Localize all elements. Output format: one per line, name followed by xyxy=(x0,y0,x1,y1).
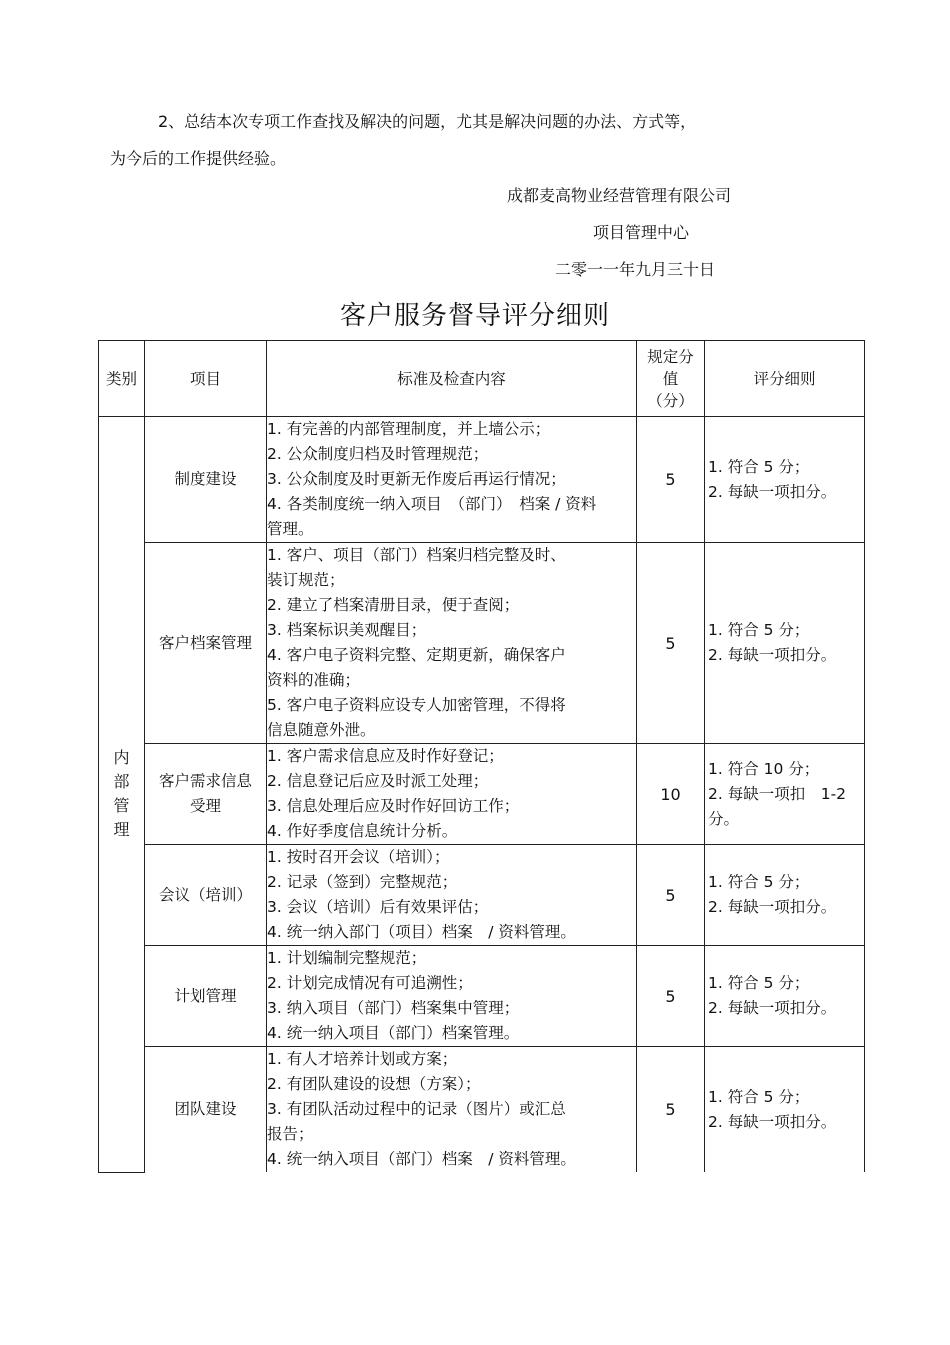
content-cell xyxy=(267,946,637,1047)
content-line: 资料的准确； xyxy=(267,671,361,689)
intro-paragraph-line2: 为今后的工作提供经验。 xyxy=(110,149,287,168)
header-score-line2: 值 xyxy=(662,369,679,388)
rule-line: 1. 符合 5 分； xyxy=(708,457,810,476)
content-line: 3. 有团队活动过程中的记录（图片）或汇总 xyxy=(267,1100,566,1118)
score-cell: 5 xyxy=(637,845,705,946)
content-line: 3. 会议（培训）后有效果评估； xyxy=(267,898,489,916)
content-line: 2. 记录（签到）完整规范； xyxy=(267,873,458,891)
content-line: 2. 公众制度归档及时管理规范； xyxy=(267,445,489,463)
signature-department: 项目管理中心 xyxy=(593,223,690,242)
header-item: 项目 xyxy=(145,341,267,417)
content-line: 管理。 xyxy=(267,520,314,538)
score-cell: 10 xyxy=(637,744,705,845)
score-cell: 5 xyxy=(637,417,705,543)
header-score-line3: （分） xyxy=(647,391,694,410)
content-line: 3. 公众制度及时更新无作废后再运行情况； xyxy=(267,470,566,488)
table-row xyxy=(99,417,865,543)
score-cell: 5 xyxy=(637,1047,705,1173)
rule-line: 分。 xyxy=(708,809,740,828)
content-cell xyxy=(267,1047,637,1173)
category-cell xyxy=(99,417,145,1173)
content-line: 4. 客户电子资料完整、定期更新，确保客户 xyxy=(267,646,566,664)
rule-cell xyxy=(705,543,865,744)
item-cell: 会议（培训） xyxy=(145,845,267,946)
content-line: 信息随意外泄。 xyxy=(267,721,376,739)
content-line: 3. 档案标识美观醒目； xyxy=(267,621,427,639)
header-category: 类别 xyxy=(99,341,145,417)
item-cell: 团队建设 xyxy=(145,1047,267,1173)
item-cell: 计划管理 xyxy=(145,946,267,1047)
content-cell xyxy=(267,845,637,946)
content-line: 3. 纳入项目（部门）档案集中管理； xyxy=(267,999,520,1017)
item-cell: 客户档案管理 xyxy=(145,543,267,744)
content-cell xyxy=(267,417,637,543)
content-cell xyxy=(267,543,637,744)
rule-line: 2. 每缺一项扣分。 xyxy=(708,482,837,501)
item-cell: 制度建设 xyxy=(145,417,267,543)
score-cell: 5 xyxy=(637,946,705,1047)
rule-cell xyxy=(705,946,865,1047)
rule-line: 1. 符合 5 分； xyxy=(708,621,810,639)
category-label: 内部管理 xyxy=(113,748,130,840)
intro-paragraph-line1: 2、总结本次专项工作查找及解决的问题，尤其是解决问题的办法、方式等， xyxy=(158,112,697,131)
content-line: 1. 计划编制完整规范； xyxy=(267,949,427,967)
content-line: 4. 统一纳入部门（项目）档案 / 资料管理。 xyxy=(267,923,576,941)
table-header-row xyxy=(99,341,865,417)
table-row xyxy=(99,845,865,946)
rule-line: 1. 符合 5 分； xyxy=(708,974,810,992)
content-line: 1. 有人才培养计划或方案； xyxy=(267,1050,458,1068)
rule-line: 2. 每缺一项扣分。 xyxy=(708,646,837,664)
table-row xyxy=(99,946,865,1047)
table-title: 客户服务督导评分细则 xyxy=(339,301,610,331)
rule-cell xyxy=(705,744,865,845)
rule-line: 2. 每缺一项扣分。 xyxy=(708,1112,837,1131)
rule-cell xyxy=(705,417,865,543)
score-cell: 5 xyxy=(637,543,705,744)
table-row xyxy=(99,744,865,845)
header-standard: 标准及检查内容 xyxy=(267,341,637,417)
item-line: 受理 xyxy=(189,797,221,815)
content-line: 报告； xyxy=(267,1125,314,1143)
rule-cell xyxy=(705,1047,865,1173)
content-line: 3. 信息处理后应及时作好回访工作； xyxy=(267,797,520,815)
rule-line: 2. 每缺一项扣分。 xyxy=(708,999,837,1017)
content-line: 装订规范； xyxy=(267,571,345,589)
scoring-table xyxy=(98,340,865,1173)
content-line: 4. 作好季度信息统计分析。 xyxy=(267,822,458,840)
content-line: 1. 有完善的内部管理制度，并上墙公示； xyxy=(267,420,551,438)
rule-line: 1. 符合 10 分； xyxy=(708,759,820,778)
signature-company: 成都麦高物业经营管理有限公司 xyxy=(507,186,732,205)
content-line: 5. 客户电子资料应设专人加密管理，不得将 xyxy=(267,696,566,714)
item-line: 客户需求信息 xyxy=(158,772,252,790)
rule-cell xyxy=(705,845,865,946)
rule-line: 1. 符合 5 分； xyxy=(708,1087,810,1106)
content-line: 4. 统一纳入项目（部门）档案管理。 xyxy=(267,1024,520,1042)
content-line: 2. 计划完成情况有可追溯性； xyxy=(267,974,473,992)
content-line: 2. 建立了档案清册目录，便于查阅； xyxy=(267,596,520,614)
item-cell xyxy=(145,744,267,845)
rule-line: 1. 符合 5 分； xyxy=(708,873,810,891)
signature-date: 二零一一年九月三十日 xyxy=(555,260,716,279)
content-line: 4. 各类制度统一纳入项目 （部门） 档案 / 资料 xyxy=(267,495,597,513)
header-score-line1: 规定分 xyxy=(647,347,694,366)
content-line: 2. 有团队建设的设想（方案）； xyxy=(267,1075,481,1093)
content-line: 1. 按时召开会议（培训）； xyxy=(267,848,450,866)
rule-line: 2. 每缺一项扣分。 xyxy=(708,898,837,916)
rule-line: 2. 每缺一项扣 1-2 xyxy=(708,784,847,803)
content-line: 4. 统一纳入项目（部门）档案 / 资料管理。 xyxy=(267,1150,576,1168)
content-line: 1. 客户、项目（部门）档案归档完整及时、 xyxy=(267,546,566,564)
content-cell xyxy=(267,744,637,845)
content-line: 2. 信息登记后应及时派工处理； xyxy=(267,772,489,790)
table-row xyxy=(99,1047,865,1173)
header-rule: 评分细则 xyxy=(705,341,865,417)
content-line: 1. 客户需求信息应及时作好登记； xyxy=(267,747,504,765)
table-row xyxy=(99,543,865,744)
header-score xyxy=(637,341,705,417)
